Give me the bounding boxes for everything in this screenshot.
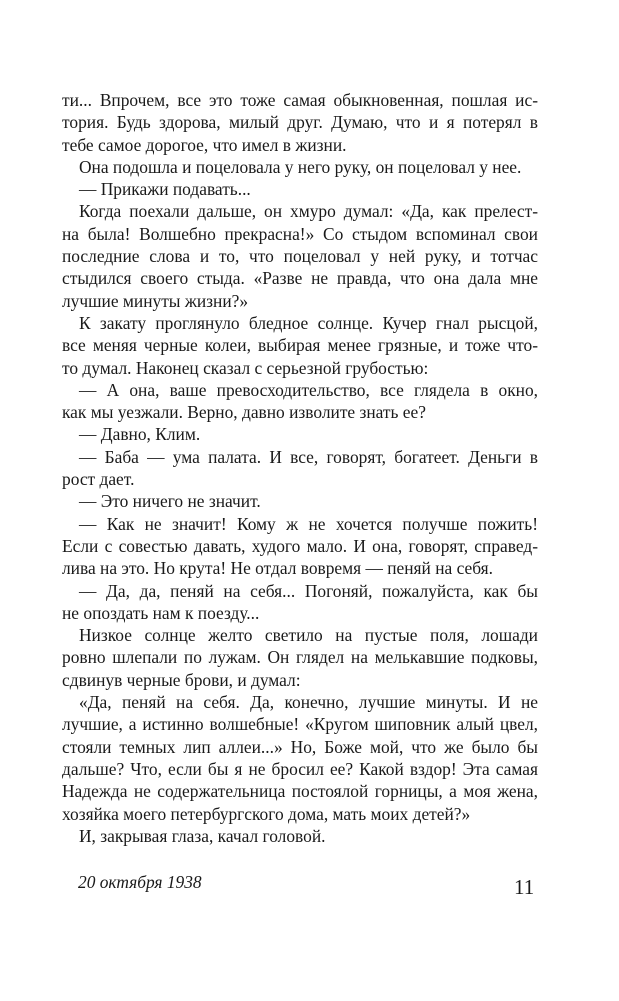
text-line: К закату проглянуло бледное солнце. Кучер гнал рысцой,	[79, 312, 538, 333]
paragraph	[62, 200, 538, 311]
paragraph	[62, 490, 538, 512]
text-line: Она подошла и поцеловала у него руку, он поцеловал у нее.	[79, 156, 522, 177]
paragraph	[62, 624, 538, 691]
paragraph	[62, 446, 538, 491]
text-line: ровно шлепали по лужам. Он глядел на мелькавшие подковы,	[62, 647, 538, 668]
text-line: лучшие минуты жизни?»	[62, 290, 249, 311]
text-line: последние слова и то, что поцеловал у ней руку, и тотчас	[62, 246, 538, 267]
text-line: на была! Волшебно прекрасна!» Со стыдом вспоминал свои	[62, 223, 538, 244]
text-line: И, закрывая глаза, качал головой.	[79, 825, 326, 846]
text-line: рост дает.	[62, 469, 135, 490]
text-line: — Давно, Клим.	[79, 424, 201, 445]
text-line: тория. Будь здорова, милый друг. Думаю, что и я потерял в	[62, 112, 538, 133]
text-line: Низкое солнце желто светило на пустые поля, лошади	[79, 625, 538, 646]
paragraph	[62, 156, 538, 178]
text-line: Если с совестью давать, худого мало. И она, говорят, справед-	[62, 535, 538, 556]
paragraph	[62, 89, 538, 156]
page-number: 11	[514, 875, 535, 899]
paragraph	[62, 178, 538, 200]
text-line: лучшие, а истинно волшебные! «Кругом шиповник алый цвел,	[62, 714, 538, 735]
text-line: все меняя черные колеи, выбирая менее грязные, и тоже что-	[62, 335, 538, 356]
paragraph	[62, 379, 538, 424]
text-line: — А она, ваше превосходительство, все глядела в окно,	[79, 379, 538, 400]
text-line: тебе самое дорогое, что имел в жизни.	[62, 134, 347, 155]
text-line: Надежда не содержательница постоялой горницы, а моя жена,	[62, 781, 538, 802]
text-line: лива на это. Но крута! Не отдал вовремя — пеняй на себя.	[62, 558, 493, 579]
paragraph	[62, 691, 538, 825]
paragraph	[62, 513, 538, 580]
text-line: то думал. Наконец сказал с серьезной грубостью:	[62, 357, 429, 378]
paragraph	[62, 825, 538, 847]
text-line: не опоздать нам к поезду...	[62, 602, 260, 623]
text-line: — Да, да, пеняй на себя... Погоняй, пожалуйста, как бы	[79, 580, 538, 601]
text-line: сдвинув черные брови, и думал:	[62, 669, 301, 690]
paragraph	[62, 312, 538, 379]
text-line: «Да, пеняй на себя. Да, конечно, лучшие минуты. И не	[79, 692, 538, 713]
text-line: ти... Впрочем, все это тоже самая обыкновенная, пошлая ис-	[62, 90, 538, 110]
paragraph	[62, 580, 538, 625]
paragraph	[62, 423, 538, 445]
text-line: как мы уезжали. Верно, давно изволите знать ее?	[62, 402, 426, 423]
text-line: стыдился своего стыда. «Разве не правда, что она дала мне	[62, 268, 538, 289]
text-line: хозяйка моего петербургского дома, мать моих детей?»	[62, 803, 471, 824]
text-line: дальше? Что, если бы я не бросил ее? Какой вздор! Эта самая	[62, 758, 538, 779]
text-line: Когда поехали дальше, он хмуро думал: «Да, как прелест-	[79, 201, 538, 222]
date-line: 20 октября 1938	[78, 872, 202, 892]
text-line: — Как не значит! Кому ж не хочется получше пожить!	[79, 513, 538, 534]
text-line: стояли темных лип аллеи...» Но, Боже мой, что же было бы	[62, 736, 538, 757]
text-line: — Прикажи подавать...	[79, 179, 251, 200]
body-text	[62, 89, 538, 847]
text-line: — Баба — ума палата. И все, говорят, богатеет. Деньги в	[79, 446, 538, 467]
text-line: — Это ничего не значит.	[79, 491, 261, 512]
